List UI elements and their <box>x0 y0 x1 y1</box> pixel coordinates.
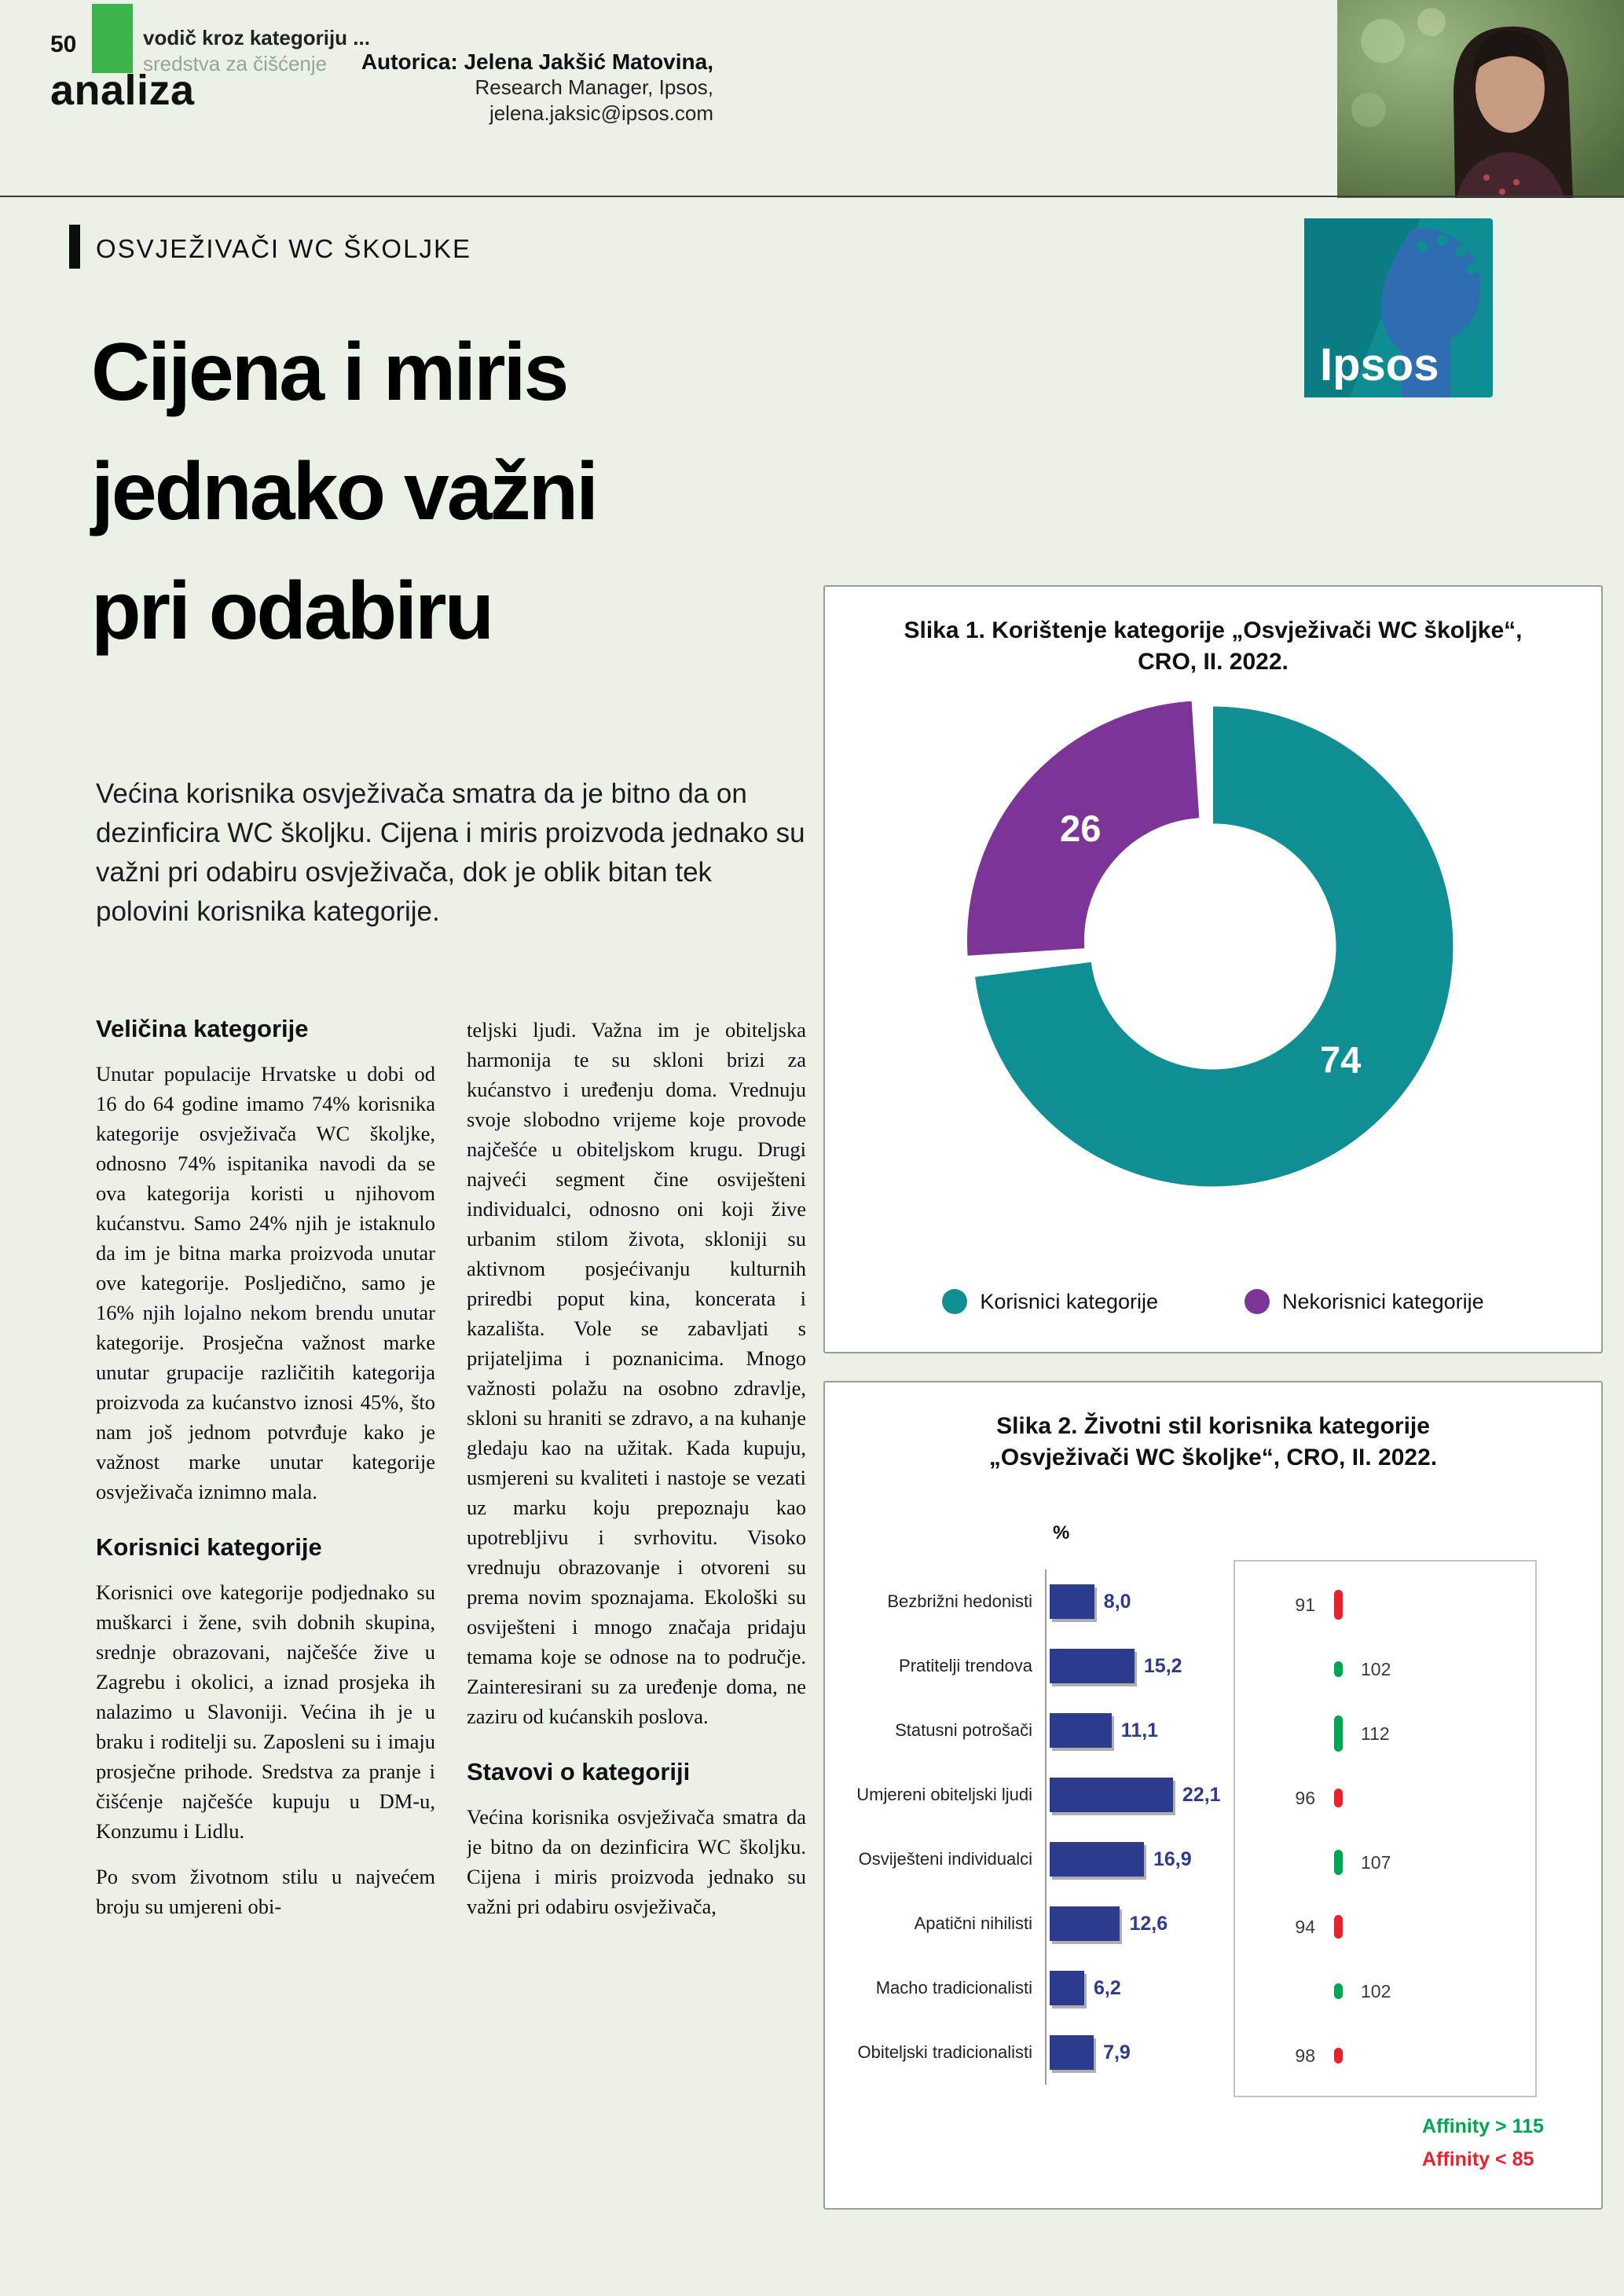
affinity-marker <box>1326 1983 1350 1998</box>
lifestyle-value: 16,9 <box>1153 1847 1192 1870</box>
affinity-value-right: 102 <box>1361 1658 1391 1679</box>
author-photo <box>1337 0 1624 198</box>
lifestyle-value: 8,0 <box>1103 1590 1131 1613</box>
paragraph: Većina korisnika osvježivača smatra da je bitno da on dezinficira WC školjku. Cijena i miris proizvoda jednako su važni pri odabiru osvježivača, <box>467 1805 806 1918</box>
usage-donut-chart <box>954 687 1472 1206</box>
legend-dot-users <box>942 1289 967 1314</box>
affinity-marker <box>1326 1716 1350 1751</box>
donut-value-users: 74 <box>1319 1038 1362 1081</box>
chart1-box <box>823 585 1603 1353</box>
chart2-title-line1: Slika 2. Životni stil korisnika kategorije <box>996 1413 1430 1439</box>
article-lead: Većina korisnika osvježivača smatra da je bitno da on dezinficira WC školjku. Cijena i miris proizvoda jednako su važni pri odabiru osvježivača, dok je oblik bitan tek polovini korisnika kategorije. <box>96 778 805 927</box>
ipsos-logo <box>1304 218 1493 397</box>
chart1-legend <box>825 1289 1601 1314</box>
chart2-rows <box>849 1569 1277 2085</box>
article-headline <box>91 313 596 671</box>
headline-line-3: pri odabiru <box>91 566 493 657</box>
heading-velicina-kategorije: Veličina kategorije <box>96 1015 309 1042</box>
chart1-title-line1: Slika 1. Korištenje kategorije „Osvježivači WC školjke“, <box>904 617 1523 643</box>
lifestyle-bar <box>1050 1906 1120 1941</box>
chart1-title <box>825 587 1601 678</box>
lifestyle-row <box>849 1891 1277 1956</box>
lifestyle-row <box>849 1569 1277 1634</box>
author-name: Autorica: Jelena Jakšić Matovina, <box>361 49 713 74</box>
affinity-marker <box>1326 1915 1350 1939</box>
lifestyle-row <box>849 1634 1277 1698</box>
lifestyle-category-label: Pratitelji trendova <box>899 1656 1032 1675</box>
affinity-legend-below: Affinity < 85 <box>1422 2148 1534 2170</box>
heading-stavovi-o-kategoriji: Stavovi o kategoriji <box>467 1758 691 1785</box>
affinity-value-left: 98 <box>1295 2045 1315 2066</box>
kicker-line2: sredstva za čišćenje <box>143 52 328 75</box>
ipsos-logo-text: Ipsos <box>1320 339 1439 390</box>
paragraph: Po svom životnom stilu u najvećem broju su umjereni obi- <box>96 1865 435 1918</box>
eyebrow-accent-bar <box>69 225 80 269</box>
lifestyle-value: 7,9 <box>1103 2041 1131 2063</box>
lifestyle-bar <box>1050 1842 1144 1877</box>
affinity-row <box>1235 1959 1535 2023</box>
author-email: jelena.jaksic@ipsos.com <box>489 101 713 125</box>
headline-line-1: Cijena i miris <box>91 327 567 418</box>
chart2-title <box>825 1382 1601 1474</box>
body-column-2 <box>467 1015 806 2280</box>
affinity-row <box>1235 1830 1535 1895</box>
lifestyle-value: 11,1 <box>1120 1719 1159 1741</box>
lifestyle-category-label: Macho tradicionalisti <box>875 1978 1032 1998</box>
category-eyebrow: OSVJEŽIVAČI WC ŠKOLJKE <box>96 234 471 263</box>
affinity-marker <box>1326 1789 1350 1807</box>
lifestyle-value: 22,1 <box>1182 1783 1221 1806</box>
author-block <box>330 49 713 126</box>
lifestyle-category-label: Umjereni obiteljski ljudi <box>856 1785 1032 1804</box>
body-column-1 <box>96 1015 435 2280</box>
lifestyle-bar <box>1050 1971 1084 2005</box>
legend-item-nonusers <box>1245 1289 1484 1314</box>
affinity-row <box>1235 1766 1535 1830</box>
affinity-panel <box>1234 1560 1537 2097</box>
chart2-box <box>823 1381 1603 2210</box>
lifestyle-value: 15,2 <box>1143 1654 1182 1677</box>
affinity-row <box>1235 1895 1535 1959</box>
lifestyle-row <box>849 1763 1277 1827</box>
header-divider <box>0 196 1624 197</box>
author-photo-illustration <box>1337 0 1624 198</box>
legend-label-nonusers: Nekorisnici kategorije <box>1282 1289 1484 1313</box>
affinity-marker <box>1326 1661 1350 1676</box>
section-title: analiza <box>50 67 195 114</box>
affinity-value-right: 107 <box>1361 1851 1391 1873</box>
lifestyle-value: 6,2 <box>1094 1976 1121 1999</box>
affinity-row <box>1235 1701 1535 1766</box>
affinity-value-right: 112 <box>1361 1723 1390 1744</box>
chart2-unit-label: % <box>1053 1522 1070 1543</box>
lifestyle-category-label: Bezbrižni hedonisti <box>887 1591 1032 1611</box>
paragraph: Korisnici ove kategorije podjednako su muškarci i žene, svih dobnih skupina, srednje obrazovani, najčešće žive u Zagrebu i okolici, a iznad prosjeka ih nalazimo u Slavoniji. Većina ih je u braku i roditelji su. Zaposleni su i imaju prosječne prihode. Sredstva za pranje i čišćenje najčešće kupuju u DM-u, Konzumu i Lidlu. <box>96 1580 435 1843</box>
ipsos-logo-graphic <box>1304 218 1493 397</box>
lifestyle-bar <box>1050 1649 1135 1683</box>
paragraph: teljski ljudi. Važna im je obiteljska harmonija te su skloni brizi za kućanstvo i uređenju doma. Vrednuju svoje slobodno vrijeme koje provode najčešće u obiteljskom krugu. Drugi najveći segment čine osviješteni individualci, odnosno oni koji žive urbanim stilom života, skloniji su aktivnom posjećivanju kulturnih priredbi poput kina, koncerata i kazališta. Vole se zabavljati s prijateljima i poznanicima. Mnogo važnosti polažu na osobno zdravlje, skloni su hraniti se zdravo, a na kuhanje gledaju kao na užitak. Kada kupuju, usmjereni su kvaliteti i nastoje se vezati uz marku koju prepoznaju kao upotrebljivu i svrhovitu. Visoko vrednuju obrazovanje i otvoreni su prema novim spoznajama. Ekološki su osviješteni i mnogo značaja pridaju temama koje se odnose na to područje. Zainteresirani su za uređenje doma, ne zaziru od kućanskih poslova. <box>467 1018 806 1728</box>
affinity-marker <box>1326 1850 1350 1875</box>
paragraph: Unutar populacije Hrvatske u dobi od 16 do 64 godine imamo 74% korisnika kategorije osvježivača WC školjke, odnosno 74% ispitanika navodi da se ova kategorija koristi u njihovom kućanstvu. Samo 24% njih je istaknulo da im je bitna marka proizvoda unutar ove kategorije. Posljedično, samo je 16% njih lojalno nekom brendu unutar kategorije. Prosječna važnost marke unutar grupacije različitih kategorija proizvoda za kućanstvo iznosi 45%, što nam još jednom potvrđuje kako je važnost marke unutar kategorije osvježivača iznimno mala. <box>96 1062 435 1503</box>
lifestyle-row <box>849 1698 1277 1763</box>
affinity-row <box>1235 1637 1535 1701</box>
lifestyle-category-label: Statusni potrošači <box>895 1720 1032 1740</box>
donut-value-nonusers: 26 <box>1060 807 1102 850</box>
affinity-row <box>1235 1573 1535 1637</box>
legend-dot-nonusers <box>1245 1289 1270 1314</box>
lifestyle-category-label: Apatični nihilisti <box>914 1913 1032 1933</box>
lifestyle-bar <box>1050 2035 1094 2070</box>
affinity-row <box>1235 2023 1535 2088</box>
affinity-marker <box>1326 2048 1350 2063</box>
heading-korisnici-kategorije: Korisnici kategorije <box>96 1533 322 1561</box>
lifestyle-category-label: Obiteljski tradicionalisti <box>857 2042 1032 2062</box>
author-role: Research Manager, Ipsos, <box>475 75 713 99</box>
chart1-title-line2: CRO, II. 2022. <box>1138 649 1289 675</box>
headline-line-2: jednako važni <box>91 446 596 537</box>
page-number: 50 <box>50 31 77 57</box>
lifestyle-row <box>849 1827 1277 1891</box>
lifestyle-bar <box>1050 1778 1173 1812</box>
chart2-legend <box>1422 2110 1544 2176</box>
legend-item-users <box>942 1289 1158 1314</box>
lifestyle-bar <box>1050 1584 1094 1619</box>
lifestyle-row <box>849 1956 1277 2020</box>
lifestyle-bar <box>1050 1713 1112 1748</box>
affinity-value-right: 102 <box>1361 1980 1391 2001</box>
affinity-value-left: 91 <box>1295 1594 1315 1615</box>
kicker-line1: vodič kroz kategoriju ... <box>143 26 370 49</box>
lifestyle-value: 12,6 <box>1129 1912 1168 1935</box>
affinity-value-left: 94 <box>1295 1916 1315 1937</box>
affinity-marker <box>1326 1590 1350 1619</box>
chart2-title-line2: „Osvježivači WC školjke“, CRO, II. 2022. <box>988 1445 1438 1470</box>
legend-label-users: Korisnici kategorije <box>980 1289 1158 1313</box>
lifestyle-category-label: Osviješteni individualci <box>858 1849 1032 1869</box>
kicker-color-block <box>92 4 133 73</box>
affinity-legend-above: Affinity > 115 <box>1422 2115 1544 2137</box>
lifestyle-row <box>849 2020 1277 2085</box>
affinity-value-left: 96 <box>1295 1787 1315 1808</box>
